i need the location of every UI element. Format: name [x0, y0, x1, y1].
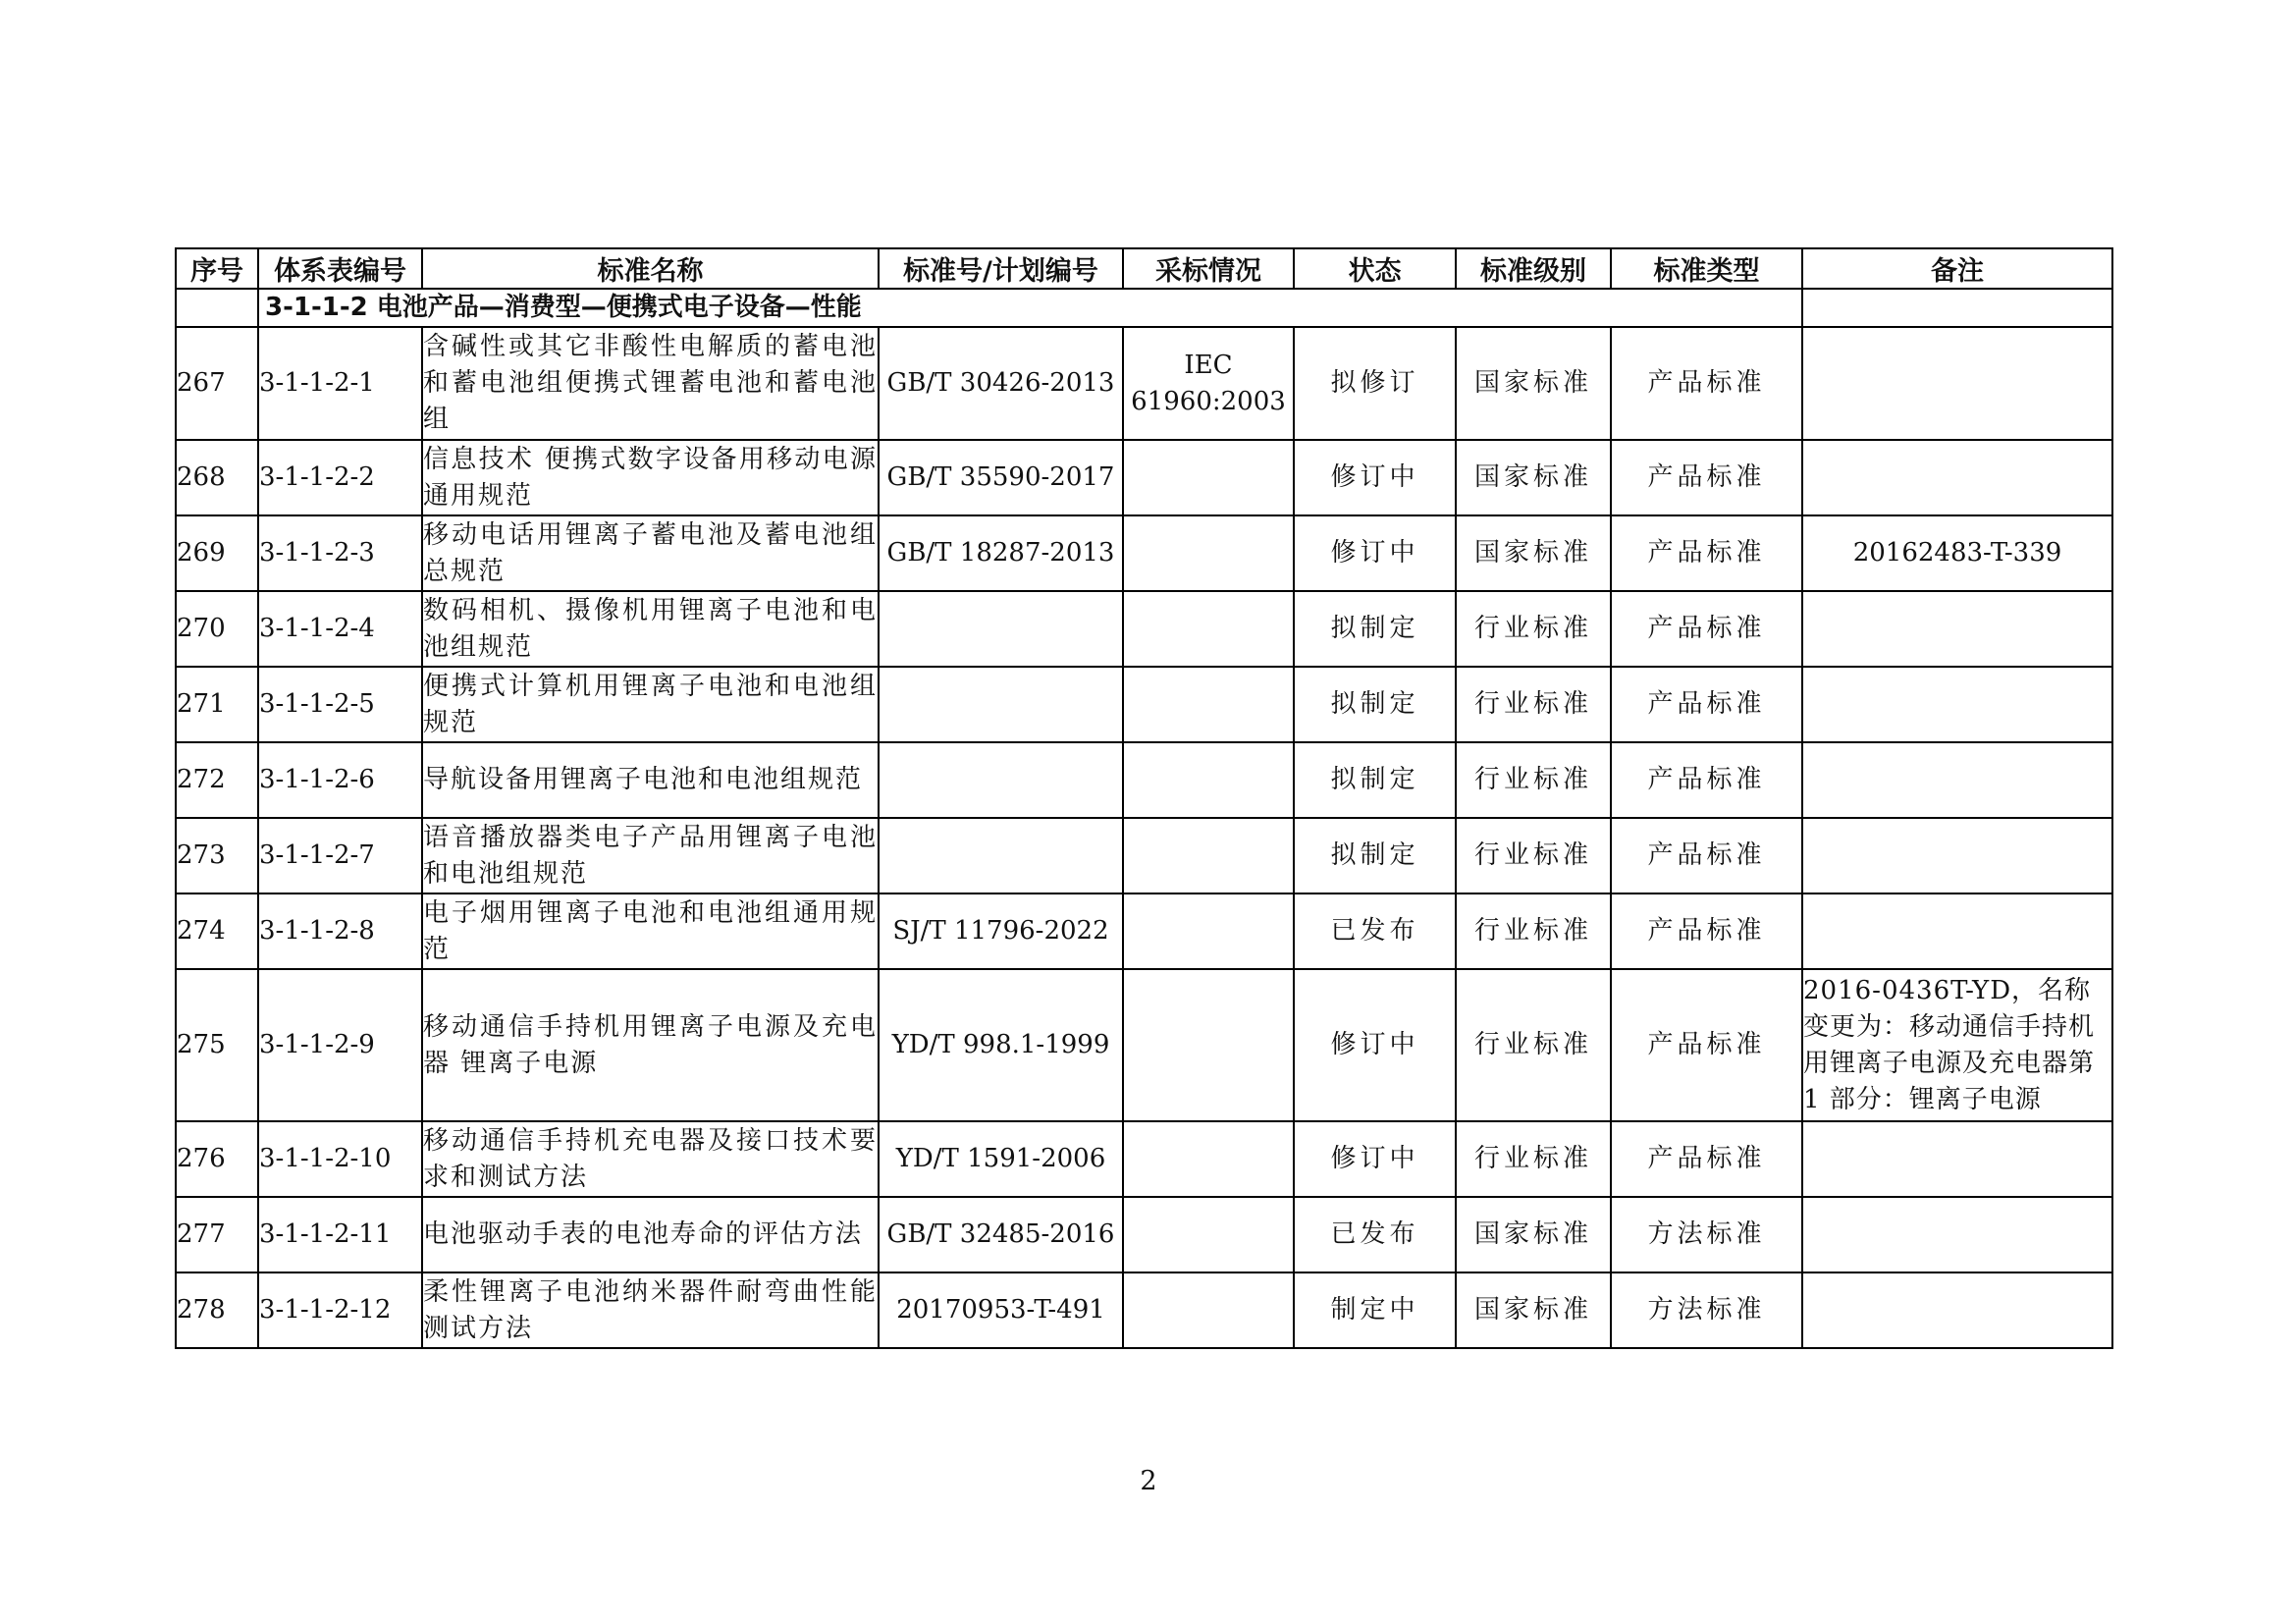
name-cell: 移动通信手持机充电器及接口技术要求和测试方法: [422, 1121, 879, 1197]
status-cell: 拟制定: [1294, 591, 1456, 667]
name-cell: 便携式计算机用锂离子电池和电池组规范: [422, 667, 879, 742]
std-no-cell: GB/T 35590-2017: [879, 440, 1123, 515]
section-title: 3-1-1-2 电池产品—消费型—便携式电子设备—性能: [258, 289, 1802, 327]
table-row: [176, 440, 2112, 515]
adoption-cell: [1123, 1197, 1294, 1272]
status-cell: 修订中: [1294, 515, 1456, 591]
status-cell: 制定中: [1294, 1272, 1456, 1348]
level-cell: 国家标准: [1456, 440, 1611, 515]
status-cell: 修订中: [1294, 1121, 1456, 1197]
name-cell: 数码相机、摄像机用锂离子电池和电池组规范: [422, 591, 879, 667]
level-cell: 国家标准: [1456, 1197, 1611, 1272]
seq-cell: 268: [176, 440, 258, 515]
seq-cell: 274: [176, 893, 258, 969]
type-cell: 产品标准: [1611, 893, 1802, 969]
header-standard-number: 标准号/计划编号: [879, 248, 1123, 289]
table-row: [176, 1121, 2112, 1197]
level-cell: 行业标准: [1456, 667, 1611, 742]
status-cell: 拟制定: [1294, 667, 1456, 742]
name-cell: 移动通信手持机用锂离子电源及充电器 锂离子电源: [422, 969, 879, 1121]
level-cell: 行业标准: [1456, 742, 1611, 818]
table-row: [176, 969, 2112, 1121]
note-cell: [1802, 893, 2112, 969]
std-no-cell: SJ/T 11796-2022: [879, 893, 1123, 969]
header-system-code: 体系表编号: [258, 248, 422, 289]
level-cell: 行业标准: [1456, 969, 1611, 1121]
code-cell: 3-1-1-2-12: [258, 1272, 422, 1348]
code-cell: 3-1-1-2-7: [258, 818, 422, 893]
name-cell: 移动电话用锂离子蓄电池及蓄电池组总规范: [422, 515, 879, 591]
note-cell: [1802, 742, 2112, 818]
header-seq: 序号: [176, 248, 258, 289]
adoption-cell: [1123, 667, 1294, 742]
header-standard-name: 标准名称: [422, 248, 879, 289]
type-cell: 产品标准: [1611, 969, 1802, 1121]
type-cell: 产品标准: [1611, 440, 1802, 515]
table-row: [176, 591, 2112, 667]
name-cell: 柔性锂离子电池纳米器件耐弯曲性能测试方法: [422, 1272, 879, 1348]
type-cell: 方法标准: [1611, 1197, 1802, 1272]
adoption-cell: [1123, 440, 1294, 515]
name-cell: 导航设备用锂离子电池和电池组规范: [422, 742, 879, 818]
level-cell: 国家标准: [1456, 515, 1611, 591]
std-no-cell: [879, 742, 1123, 818]
seq-cell: 275: [176, 969, 258, 1121]
status-cell: 已发布: [1294, 893, 1456, 969]
header-type: 标准类型: [1611, 248, 1802, 289]
code-cell: 3-1-1-2-11: [258, 1197, 422, 1272]
std-no-cell: [879, 667, 1123, 742]
page-number: 2: [1140, 1466, 1157, 1496]
header-status: 状态: [1294, 248, 1456, 289]
level-cell: 行业标准: [1456, 818, 1611, 893]
std-no-cell: GB/T 32485-2016: [879, 1197, 1123, 1272]
note-cell: 2016-0436T-YD，名称变更为：移动通信手持机用锂离子电源及充电器第 1 部分：锂离子电源: [1802, 969, 2112, 1121]
seq-cell: 269: [176, 515, 258, 591]
level-cell: 行业标准: [1456, 893, 1611, 969]
code-cell: 3-1-1-2-8: [258, 893, 422, 969]
status-cell: 拟制定: [1294, 818, 1456, 893]
seq-cell: 273: [176, 818, 258, 893]
status-cell: 拟制定: [1294, 742, 1456, 818]
std-no-cell: [879, 818, 1123, 893]
status-cell: 修订中: [1294, 969, 1456, 1121]
table-row: [176, 893, 2112, 969]
name-cell: 电子烟用锂离子电池和电池组通用规范: [422, 893, 879, 969]
status-cell: 修订中: [1294, 440, 1456, 515]
header-note: 备注: [1802, 248, 2112, 289]
note-cell: [1802, 1272, 2112, 1348]
table-row: [176, 1272, 2112, 1348]
level-cell: 行业标准: [1456, 591, 1611, 667]
seq-cell: 270: [176, 591, 258, 667]
seq-cell: 278: [176, 1272, 258, 1348]
note-cell: [1802, 1197, 2112, 1272]
seq-cell: 267: [176, 327, 258, 440]
level-cell: 国家标准: [1456, 1272, 1611, 1348]
note-cell: [1802, 667, 2112, 742]
standards-table: [175, 247, 2113, 1349]
table-row: [176, 1197, 2112, 1272]
level-cell: 行业标准: [1456, 1121, 1611, 1197]
section-seq-cell: [176, 289, 258, 327]
std-no-cell: GB/T 18287-2013: [879, 515, 1123, 591]
section-note-cell: [1802, 289, 2112, 327]
adoption-cell: [1123, 515, 1294, 591]
section-row: [176, 289, 2112, 327]
adoption-cell: [1123, 818, 1294, 893]
code-cell: 3-1-1-2-9: [258, 969, 422, 1121]
code-cell: 3-1-1-2-3: [258, 515, 422, 591]
status-cell: 已发布: [1294, 1197, 1456, 1272]
type-cell: 产品标准: [1611, 1121, 1802, 1197]
table-row: [176, 742, 2112, 818]
name-cell: 语音播放器类电子产品用锂离子电池和电池组规范: [422, 818, 879, 893]
adoption-cell: IEC 61960:2003: [1123, 327, 1294, 440]
status-cell: 拟修订: [1294, 327, 1456, 440]
header-row: [176, 248, 2112, 289]
name-cell: 电池驱动手表的电池寿命的评估方法: [422, 1197, 879, 1272]
note-cell: [1802, 818, 2112, 893]
adoption-cell: [1123, 893, 1294, 969]
adoption-cell: [1123, 969, 1294, 1121]
code-cell: 3-1-1-2-6: [258, 742, 422, 818]
table-row: [176, 327, 2112, 440]
header-level: 标准级别: [1456, 248, 1611, 289]
table-row: [176, 818, 2112, 893]
table-row: [176, 667, 2112, 742]
std-no-cell: YD/T 1591-2006: [879, 1121, 1123, 1197]
note-cell: [1802, 591, 2112, 667]
note-cell: 20162483-T-339: [1802, 515, 2112, 591]
type-cell: 方法标准: [1611, 1272, 1802, 1348]
adoption-cell: [1123, 1121, 1294, 1197]
header-adoption: 采标情况: [1123, 248, 1294, 289]
name-cell: 含碱性或其它非酸性电解质的蓄电池和蓄电池组便携式锂蓄电池和蓄电池组: [422, 327, 879, 440]
name-cell: 信息技术 便携式数字设备用移动电源通用规范: [422, 440, 879, 515]
code-cell: 3-1-1-2-5: [258, 667, 422, 742]
table-row: [176, 515, 2112, 591]
adoption-cell: [1123, 591, 1294, 667]
code-cell: 3-1-1-2-1: [258, 327, 422, 440]
type-cell: 产品标准: [1611, 742, 1802, 818]
type-cell: 产品标准: [1611, 667, 1802, 742]
std-no-cell: [879, 591, 1123, 667]
type-cell: 产品标准: [1611, 515, 1802, 591]
seq-cell: 276: [176, 1121, 258, 1197]
seq-cell: 271: [176, 667, 258, 742]
code-cell: 3-1-1-2-4: [258, 591, 422, 667]
code-cell: 3-1-1-2-10: [258, 1121, 422, 1197]
note-cell: [1802, 327, 2112, 440]
note-cell: [1802, 440, 2112, 515]
adoption-cell: [1123, 742, 1294, 818]
std-no-cell: GB/T 30426-2013: [879, 327, 1123, 440]
std-no-cell: 20170953-T-491: [879, 1272, 1123, 1348]
seq-cell: 277: [176, 1197, 258, 1272]
std-no-cell: YD/T 998.1-1999: [879, 969, 1123, 1121]
note-cell: [1802, 1121, 2112, 1197]
adoption-cell: [1123, 1272, 1294, 1348]
seq-cell: 272: [176, 742, 258, 818]
code-cell: 3-1-1-2-2: [258, 440, 422, 515]
level-cell: 国家标准: [1456, 327, 1611, 440]
type-cell: 产品标准: [1611, 591, 1802, 667]
type-cell: 产品标准: [1611, 327, 1802, 440]
type-cell: 产品标准: [1611, 818, 1802, 893]
